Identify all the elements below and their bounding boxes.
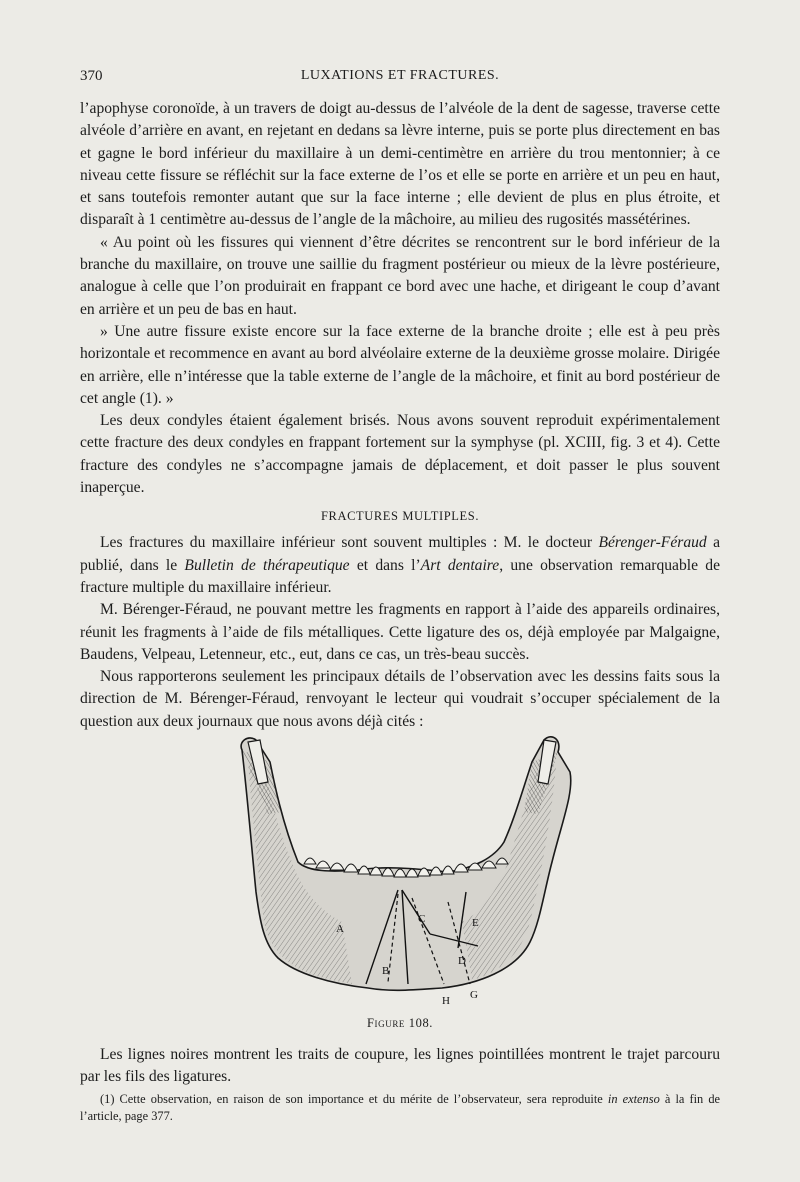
body-text [80,98,720,733]
footnote-in-extenso: in extenso [607,1092,660,1106]
section-title: FRACTURES MULTIPLES. [320,509,480,524]
figure-description-text: Les lignes noires montrent les traits de coupure, les lignes pointillées montrent le trajet parcouru par les fils des ligatures. [80,1046,720,1086]
p5-text-e: et dans l’ [349,556,421,574]
mandible-illustration [212,722,602,1012]
footnote-text-a: (1) Cette observation, en raison de son importance et du mérite de l’observateur, sera reproduite [100,1092,608,1106]
paragraph-3: » Une autre fissure existe encore sur la face externe de la branche droite ; elle est à peu près horizontale et recommence en avant au bord alvéolaire externe de la deuxième grosse molaire. Dirigée en arrière, elle n’intéresse que la table externe de l’angle de la mâchoire, et finit au bord postérieur de cet angle (1). » [80,322,720,407]
figure-label-h: H [442,995,450,1007]
page-number: 370 [80,68,103,84]
paragraph-7: Nous rapporterons seulement les principaux détails de l’observation avec les dessins faits sous la direction de M. Bérenger-Féraud, renvoyant le lecteur qui voudrait s’occuper spécialement de la question aux deux journaux que nous avons déjà cités : [80,668,720,730]
paragraph-6: M. Bérenger-Féraud, ne pouvant mettre les fragments en rapport à l’aide des appareils ordinaires, réunit les fragments à l’aide de fils métalliques. Cette ligature des os, déjà employée par Malgaigne, Baudens, Velpeau, Letenneur, etc., eut, dans ce cas, un très-beau succès. [80,601,720,663]
figure-label-a: A [336,923,344,935]
figure-108-mandible [212,722,602,1012]
figure-label-e: E [472,917,479,929]
figure-label-g: G [470,989,478,1001]
figure-label-c: C [418,913,426,925]
figure-label-d: D [458,955,466,967]
p5-text-c: a publié, dans le [80,534,720,574]
figure-description [80,1044,720,1089]
figure-label-b: B [382,965,390,977]
figure-caption: Figure 108. [366,1016,434,1030]
p5-journal-art-dentaire: Art dentaire [420,556,500,574]
p5-journal-bulletin: Bulletin de thérapeutique [184,556,350,574]
footnote [80,1091,720,1125]
p5-author-name: Bérenger-Féraud [598,534,707,552]
page-header [80,68,720,90]
p5-text-a: Les fractures du maxillaire inférieur sont souvent multiples : M. le docteur [100,534,599,552]
paragraph-5 [80,532,720,599]
paragraph-4: Les deux condyles étaient également brisés. Nous avons souvent reproduit expérimentalement cette fracture des deux condyles en frappant fortement sur la symphyse (pl. XCIII, fig. 3 et 4). Cette fracture des condyles ne s’accompagne jamais de déplacement, et doit passer le plus souvent inaperçue. [80,412,720,497]
paragraph-2: « Au point où les fissures qui viennent d’être décrites se rencontrent sur le bord inférieur de la branche du maxillaire, on trouve une saillie du fragment postérieur ou mieux de la lèvre postérieure, analogue à celle que l’on produirait en frappant ce bord avec une hache, et dirigeant le coup d’avant en arrière et un peu de bas en haut. [80,233,720,318]
running-title: LUXATIONS ET FRACTURES. [300,68,500,83]
footnote-text-c: à la fin de l’article, page 377. [80,1092,721,1123]
p5-text-g: , une observation remarquable de fracture multiple du maxillaire inférieur. [80,556,720,596]
paragraph-1: l’apophyse coronoïde, à un travers de doigt au-dessus de l’alvéole de la dent de sagesse, traverse cette alvéole d’arrière en avant, en rejetant en dedans sa lèvre interne, puis se porte plus directement en bas et gagne le bord inférieur du maxillaire à un demi-centimètre en arrière du trou mentonnier; à ce niveau cette fissure se réfléchit sur la face externe de l’os et elle se porte en arrière et un peu en haut, et sans toutefois remonter autant que sur la face interne ; elle devient de plus en plus étroite, et disparaît à 1 centimètre au-dessus de l’angle de la mâchoire, au milieu des rugosités massétérines. [80,100,720,229]
